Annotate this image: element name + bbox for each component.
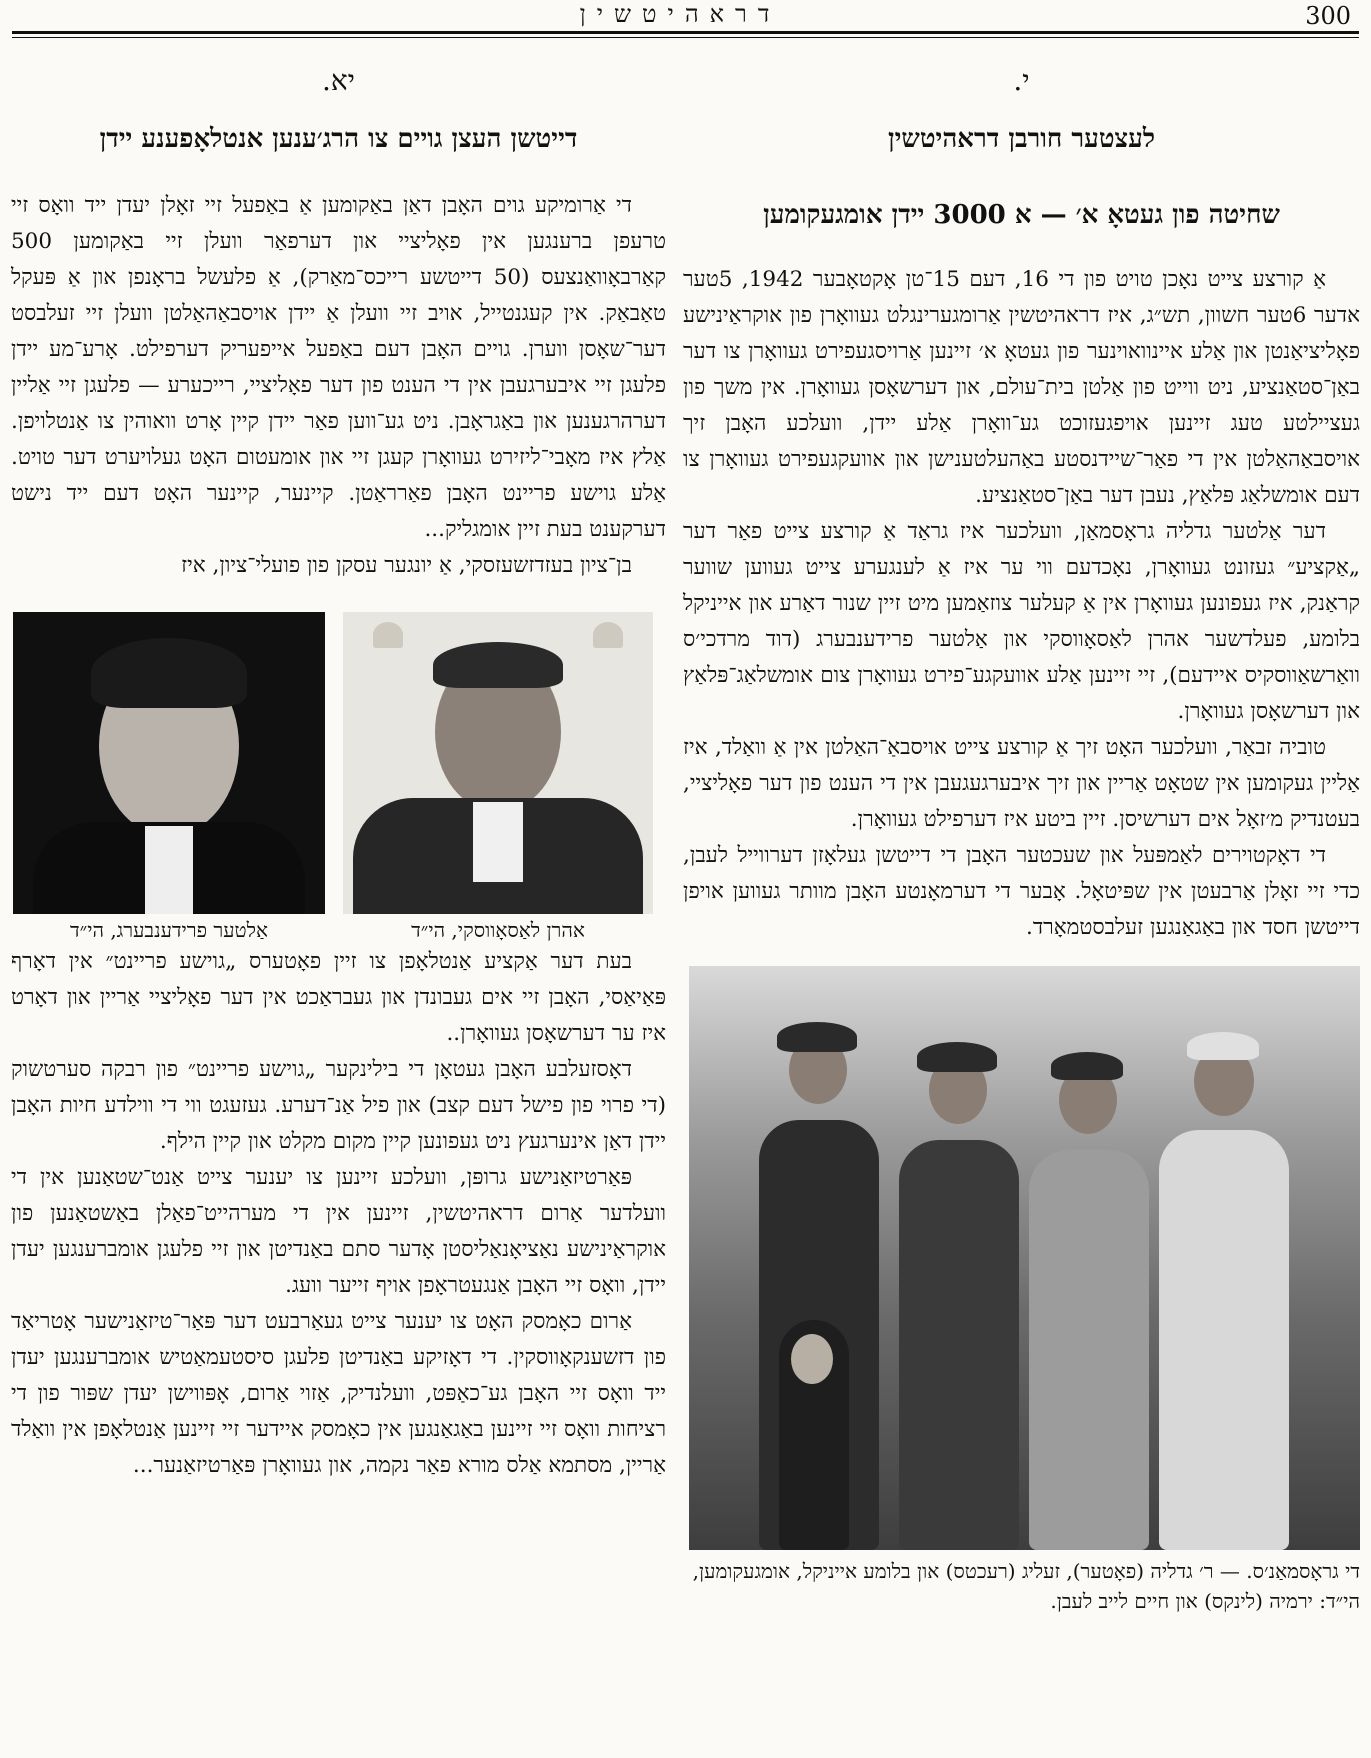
headline-right-1: לעצטער חורבן דראהיטשין bbox=[887, 124, 1156, 154]
paragraph: די דאָקטוירים לאַמפּעל און שעכטער האָבן די דייטשן געלאָזן דערווייל לעבן, כדי זיי זאָלן אַרבעטן אין שפּיטאָל. אָבער די דערמאָנטע האָבן מוותר געווען אויפן דייטשן חסד און באַגאַנגען זעלבסטמאָרד. bbox=[683, 843, 1360, 940]
headline-left: דייטשן העצן גויים צו הרג׳ענען אנטלאָפענע יידן bbox=[99, 124, 578, 154]
portrait-shirt bbox=[473, 802, 523, 882]
portrait-hair bbox=[91, 638, 247, 708]
portrait-caption-left: אַלטער פרידענבערג, הי״ד bbox=[70, 918, 268, 942]
figure-cap bbox=[777, 1022, 857, 1052]
paragraph: פּאַרטיזאַנישע גרופּן, וועלכע זיינען צו יענער צייט אַנט־שטאַנען אין די וועלדער אַרום דראהיטשין, זיינען אין די מערהייט־פאַלן באַשטאַנען פון אוקראַינישע נאַציאָנאַליסטן אָדער סתם באַנדיטן און זיי פלעגן אומברענגען יעדן יידן, וואָס זיי האָבן אַנגעטראָפן אויף זייער וועג. bbox=[11, 1165, 666, 1298]
group-photo bbox=[689, 966, 1360, 1550]
section-number-right: י. bbox=[1013, 64, 1030, 97]
portraits bbox=[11, 612, 666, 944]
portrait-caption-right: אהרן לאַסאָווסקי, הי״ד bbox=[411, 918, 585, 942]
ornament bbox=[373, 622, 403, 648]
portrait-hair bbox=[433, 642, 563, 688]
portrait-friedenberg bbox=[13, 612, 325, 914]
header-rule-thin bbox=[12, 37, 1359, 38]
figure-cap bbox=[1051, 1052, 1123, 1080]
portrait-lasovsky bbox=[343, 612, 653, 914]
running-head bbox=[0, 0, 1371, 30]
running-title: דראהיטשין bbox=[579, 0, 781, 28]
figure-shape bbox=[1159, 1130, 1289, 1550]
left-column bbox=[11, 60, 666, 1484]
header-rule bbox=[12, 31, 1359, 34]
paragraph: בעת דער אַקציע אַנטלאָפן צו זיין פאָטערס „גוישע פריינט״ אין דאָרף פּאַיאַסי, האָבן זיי אים געבונדן און געבראַכט אין דער פאָליציי אַריין און דאָרט איז ער דערשאָסן געוואָרן.. bbox=[11, 949, 666, 1046]
portrait-shirt bbox=[145, 826, 193, 914]
right-column bbox=[683, 60, 1360, 1616]
paragraph: די אַרומיקע גוים האָבן דאַן באַקומען אַ באַפעל זיי זאָלן יעדן ייד וואָס זיי טרעפן ברענגען אין פאָליציי און דערפאַר וועלן זיי באַקומען 500 קאַרבאָוואַנצעס (50 דייטשע רייכס־מאַרק), אַ פלעשל בראָנפן און אַ פּעקל טאַבאַק. אין קעגנטייל, אויב זיי וועלן אַ יידן אויסבאַהאַלטן וועלן זיי זעלבסט דער־שאָסן ווערן. גויים האָבן דעם באַפעל אייפעריק דערפילט. אָרע־מע יידן פלעגן זיי איבערגעבן אין די הענט פון דער פאָליציי, רייכערע — פלעגן זיי אַליין דערהרגענען און באַגראָבן. ניט גע־ווען פאַר יידן קיין אָרט וואוהין צו אַנטלויפן. אַלץ איז מאָבי־ליזירט געוואָרן קעגן זיי און אומעטום האָט געלויערט דער טויט. אַלע גוישע פריינט האָבן פאַרראַטן. קיינער, קיינער האָט דעם ייד נישט דערקענט בעת זיין אומגליק... bbox=[11, 193, 667, 542]
paragraph: דאָסזעלבע האָבן געטאָן די בילינקער „גוישע פריינט״ פון רבקה סערטשוק (די פרוי פון פישל דעם קצב) און פיל אַנ־דערע. געזעגט ווי די ווילדע חיות האָבן יידן דאַן אינערגעץ ניט געפונען קיין מקום מקלט און קיין הילף. bbox=[11, 1057, 666, 1154]
paragraph: טוביה זבאַר, וועלכער האָט זיך אַ קורצע צייט אויסבאַ־האַלטן אין אַ וואַלד, איז אַליין געקומען אין שטאָט אַריין און זיך איבערגעגעבן אין די הענט פון דער פאָליציי, בעטנדיק מ׳זאָל אים דערשיסן. זיין ביטע איז דערפילט געוואָרן. bbox=[683, 735, 1360, 832]
paragraph: בן־ציון בעזדזשעזסקי, אַ יונגער עסקן פון פועלי־ציון, איז bbox=[181, 553, 632, 578]
figure-shape bbox=[1029, 1150, 1149, 1550]
paragraph: אַ קורצע צייט נאָכן טויט פון די 16, דעם 15־טן אָקטאָבער 1942, 5טער אדער 6טער חשוון, תש״ג, איז דראהיטשין אַרומגערינגלט געוואָרן פון אוקראַינישע פאָליציאַנטן און אַלע איינוואוינער פון געטאָ א׳ זיינען אַרויסגעפירט געוואָרן צו דער באַן־סטאַנציע, ניט ווייט פון אַלטן בית־עולם, און דערשאָסן געוואָרן. אין משך פון געציילטע טעג זיינען אויפגעזוכט גע־וואָרן אַלע יידן, וועלכע האָבן זיך אויסבאַהאַלטן אין די פאַר־שיידנסטע באַהעלטענישן און אוועקגעפירט געוואָרן צו דעם אומשלאַג פּלאַץ, נעבן דער באַן־סטאַנציע. bbox=[683, 267, 1360, 508]
headline-right-2: שחיטה פון געטאָ א׳ — א 3000 יידן אומגעקומען bbox=[763, 200, 1280, 230]
ornament bbox=[593, 622, 623, 648]
page-number: 300 bbox=[1305, 2, 1351, 30]
group-photo-caption: די גראָסמאַנ׳ס. — ר׳ גדליה (פאָטער), זעליג (רעכטס) און בלומע אייניקל, אומגעקומען, הי״ד: ירמיה (לינקס) און חיים לייב לעבן. bbox=[692, 1559, 1360, 1613]
figure-cap bbox=[917, 1042, 997, 1072]
figure-head bbox=[791, 1334, 833, 1384]
figure-shape bbox=[899, 1140, 1019, 1550]
section-number-left: יא. bbox=[321, 64, 356, 97]
paragraph: אַרום כאָמסק האָט צו יענער צייט געאַרבעט דער פּאַר־טיזאַנישער אָטריאַד פון דזשענקאָווסקין. די דאָזיקע באַנדיטן פלעגן סיסטעמאַטיש אומברענגען יעדן ייד וואָס זיי האָבן גע־כאַפּט, וועלנדיק, אַזוי אַרום, אָפּווישן יעדן שפּור פון די רציחות וואָס זיי זיינען באַגאַנגען אין כאָמסק איידער זיי זיינען אַנטלאָפן אין וואַלד אַריין, מסתמא אַלס מורא פאַר נקמה, און געוואָרן פּאַרטיזאַנער... bbox=[11, 1309, 666, 1478]
paragraph: דער אַלטער גדליה גראָסמאַן, וועלכער איז גראַד אַ קורצע צייט פאַר דער „אַקציע״ געזונט געוואָרן, נאָכדעם ווי ער איז אַ לענגערע צייט געווען שווער קראַנק, איז געפונען געוואָרן אין אַ קעלער צוזאַמען מיט זיין שנור דאַרע און אייניקל בלומע, פעלדשער אהרן לאַסאָווסקי און אַלטער פרידענבערג (דוד מרדכי׳ס וואַרשאַווסקיס איידעם), זיי זיינען אַלע אוועקגע־פירט געוואָרן צום אומשלאַג־פּלאַץ און דערשאָסן געוואָרן. bbox=[683, 519, 1360, 724]
figure-cap bbox=[1187, 1032, 1259, 1060]
